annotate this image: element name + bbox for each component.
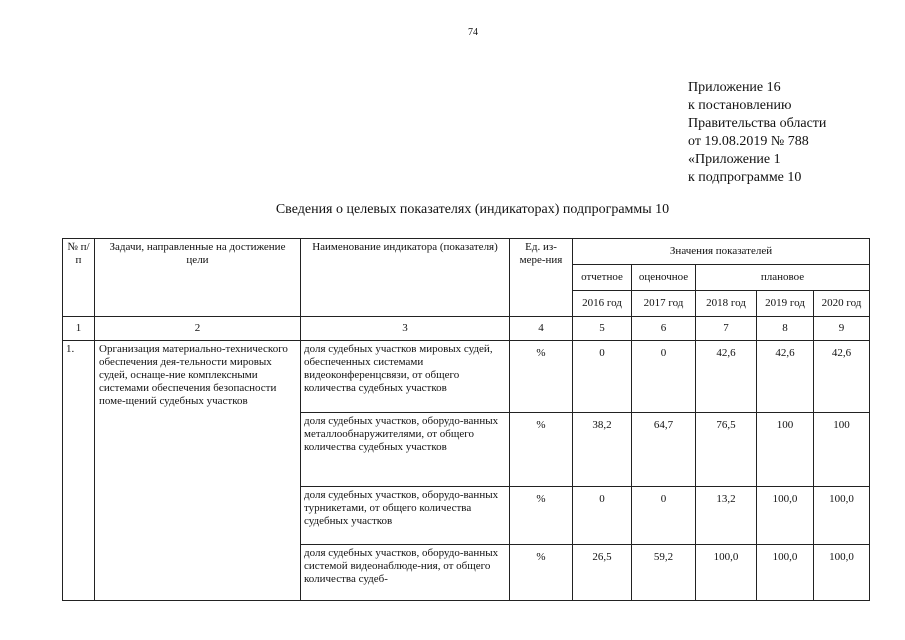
appendix-line: от 19.08.2019 № 788 bbox=[688, 134, 809, 149]
value-cell: 0 bbox=[573, 487, 632, 545]
header-year: 2018 год bbox=[696, 291, 757, 317]
value-cell: 100,0 bbox=[757, 487, 814, 545]
indicator-name: доля судебных участков, оборудо-ванных системой видеонаблюде-ния, от общего количества судеб- bbox=[301, 545, 510, 601]
column-number: 5 bbox=[573, 317, 632, 341]
column-number: 6 bbox=[632, 317, 696, 341]
header-year: 2019 год bbox=[757, 291, 814, 317]
appendix-line: Приложение 16 bbox=[688, 80, 781, 95]
document-title: Сведения о целевых показателях (индикаторах) подпрограммы 10 bbox=[275, 202, 670, 217]
value-cell: 0 bbox=[573, 341, 632, 413]
value-cell: 100,0 bbox=[814, 545, 870, 601]
header-indicator: Наименование индикатора (показателя) bbox=[301, 239, 510, 317]
header-year: 2017 год bbox=[632, 291, 696, 317]
value-cell: 0 bbox=[632, 341, 696, 413]
appendix-line: «Приложение 1 bbox=[688, 152, 781, 167]
value-cell: 100,0 bbox=[757, 545, 814, 601]
column-number: 4 bbox=[510, 317, 573, 341]
appendix-line: к постановлению bbox=[688, 98, 792, 113]
value-cell: 59,2 bbox=[632, 545, 696, 601]
header-estimated: оценочное bbox=[632, 265, 696, 291]
column-number: 8 bbox=[757, 317, 814, 341]
header-year: 2016 год bbox=[573, 291, 632, 317]
header-no: № п/п bbox=[63, 239, 95, 317]
column-number: 3 bbox=[301, 317, 510, 341]
header-reported: отчетное bbox=[573, 265, 632, 291]
header-tasks: Задачи, направленные на достижение цели bbox=[95, 239, 301, 317]
row-number: 1. bbox=[63, 341, 95, 601]
value-cell: 76,5 bbox=[696, 413, 757, 487]
appendix-line: Правительства области bbox=[688, 116, 827, 131]
value-cell: 0 bbox=[632, 487, 696, 545]
value-cell: 100,0 bbox=[696, 545, 757, 601]
table-row bbox=[63, 341, 870, 413]
value-cell: 42,6 bbox=[757, 341, 814, 413]
value-cell: 100,0 bbox=[814, 487, 870, 545]
unit-cell: % bbox=[510, 545, 573, 601]
indicator-name: доля судебных участков, оборудо-ванных металлообнаружителями, от общего количества судебных участков bbox=[301, 413, 510, 487]
unit-cell: % bbox=[510, 487, 573, 545]
value-cell: 26,5 bbox=[573, 545, 632, 601]
header-planned: плановое bbox=[696, 265, 870, 291]
header-year: 2020 год bbox=[814, 291, 870, 317]
appendix-note bbox=[688, 79, 826, 187]
value-cell: 64,7 bbox=[632, 413, 696, 487]
indicator-name: доля судебных участков, оборудо-ванных турникетами, от общего количества судебных участков bbox=[301, 487, 510, 545]
column-number: 7 bbox=[696, 317, 757, 341]
value-cell: 100 bbox=[757, 413, 814, 487]
unit-cell: % bbox=[510, 341, 573, 413]
page-number: 74 bbox=[468, 27, 478, 38]
value-cell: 42,6 bbox=[814, 341, 870, 413]
indicators-table bbox=[62, 238, 870, 601]
header-unit: Ед. из-мере-ния bbox=[510, 239, 573, 317]
header-values: Значения показателей bbox=[573, 239, 870, 265]
task-description: Организация материально-технического обеспечения дея-тельности мировых судей, оснаще-ние комплексными системами обеспечения безопасности поме-щений судебных участков bbox=[95, 341, 301, 601]
column-number: 1 bbox=[63, 317, 95, 341]
value-cell: 13,2 bbox=[696, 487, 757, 545]
indicator-name: доля судебных участков мировых судей, обеспеченных системами видеоконференцсвязи, от общего количества судебных участков bbox=[301, 341, 510, 413]
value-cell: 38,2 bbox=[573, 413, 632, 487]
unit-cell: % bbox=[510, 413, 573, 487]
appendix-line: к подпрограмме 10 bbox=[688, 170, 802, 185]
value-cell: 42,6 bbox=[696, 341, 757, 413]
column-number: 2 bbox=[95, 317, 301, 341]
value-cell: 100 bbox=[814, 413, 870, 487]
column-number: 9 bbox=[814, 317, 870, 341]
